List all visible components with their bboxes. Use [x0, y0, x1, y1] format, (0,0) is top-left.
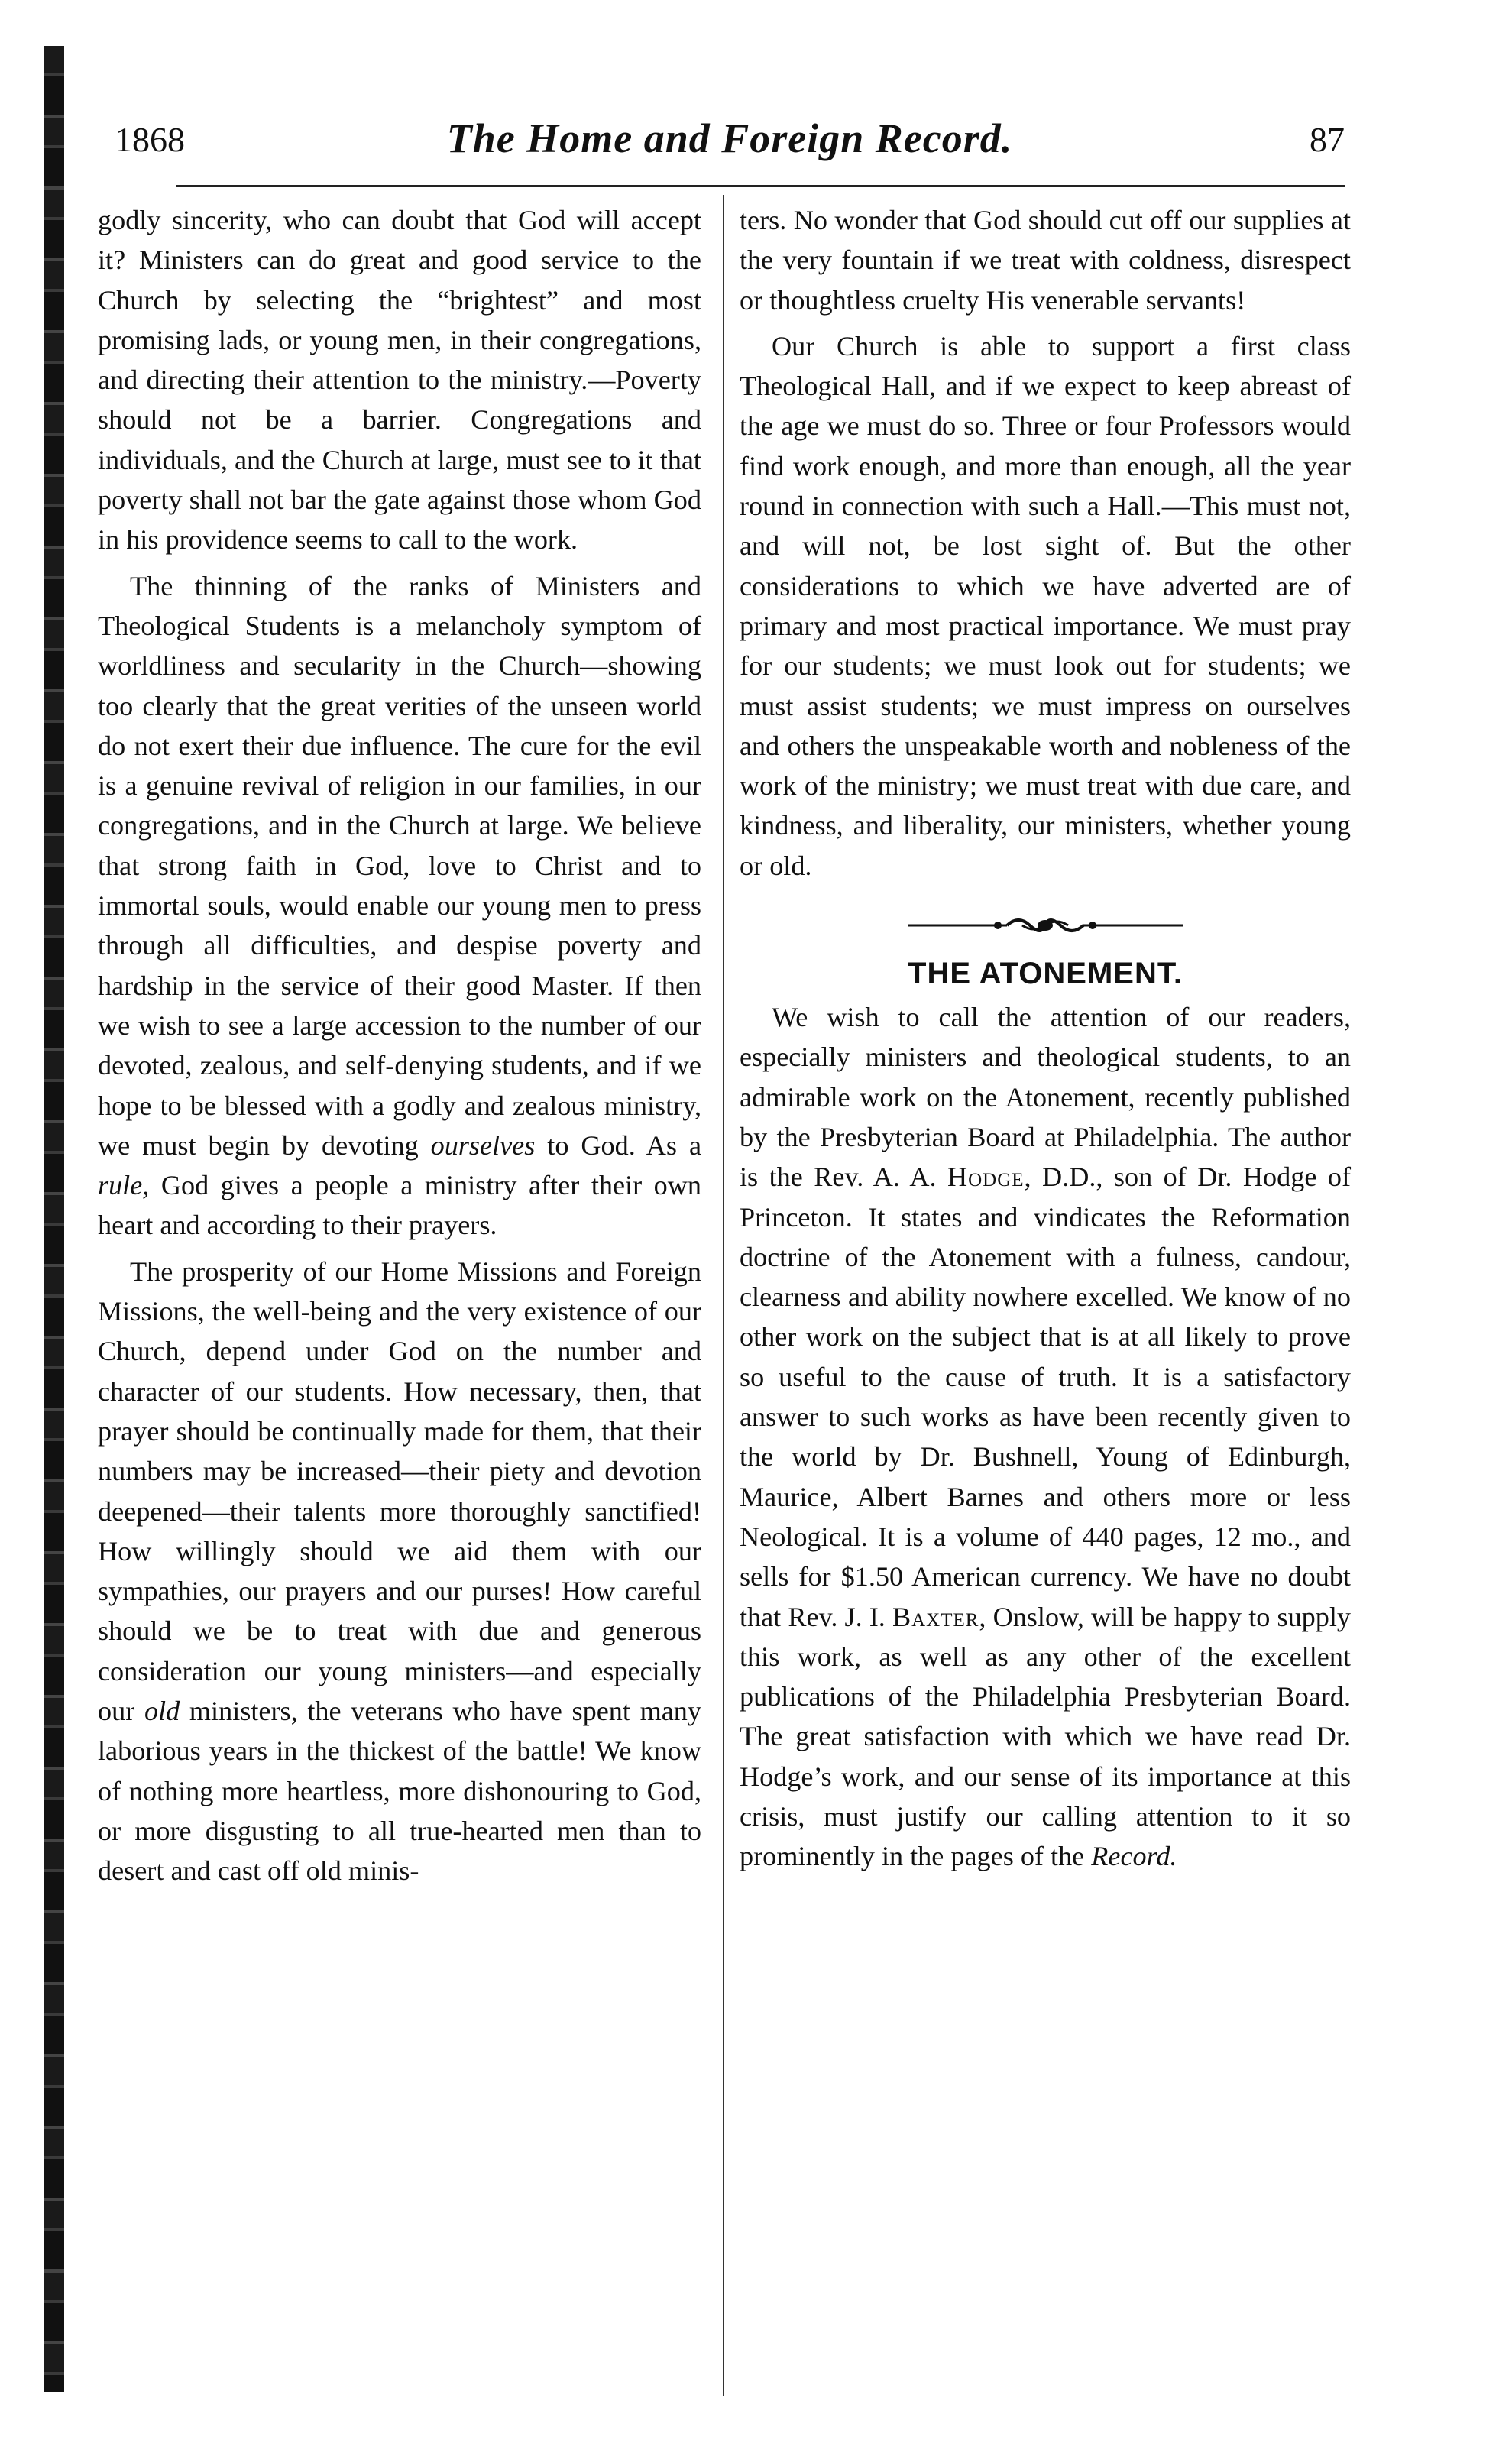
left-paragraph-2-emphasis-2: rule,	[98, 1170, 150, 1201]
right-paragraph-1: ters. No wonder that God should cut off our supplies at the very fountain if we treat with coldness, disrespect or thoughtless cruelty His venerable servants!	[740, 205, 1351, 316]
left-paragraph-2-mid: to God. As a	[535, 1129, 701, 1161]
header-title: The Home and Foreign Record.	[446, 115, 1013, 161]
ornamental-rule	[740, 910, 1351, 941]
page-header	[115, 115, 1345, 176]
header-page-number: 87	[1310, 120, 1345, 159]
right-paragraph-3-b: , D.D., son of Dr. Hodge of Princeton. It states and vindicates the Reformation doctrine of the Atonement with a fulness, candour, clearness and ability nowhere excelled. We know of no other work on the subject that is at all likely to prove so useful to the cause of truth. It is a satisfactory answer to such works as have been recently given to the world by Dr. Bushnell, Young of Edinburgh, Maurice, Albert Barnes and others more or less Neological. It is a volume of 440 pages, 12 mo., and sells for $1.50 American currency. We have no doubt that Rev. J. I.	[740, 1161, 1351, 1632]
record-title-emphasis: Record.	[1091, 1841, 1177, 1872]
left-paragraph-2-end: God gives a people a ministry after their own heart and according to their prayers.	[98, 1170, 701, 1241]
right-paragraph-3-a: We wish to call the attention of our readers, especially ministers and theological students, to an admirable work on the Atonement, recently published by the Presbyterian Board at Philadelphia. The author is the Rev. A. A.	[740, 1002, 1351, 1193]
left-paragraph-2-text: The thinning of the ranks of Ministers and Theological Students is a melancholy symptom of worldliness and secularity in the Church—showing too clearly that the great verities of the unseen world do not exert their due influence. The cure for the evil is a genuine revival of religion in our families, in our congregations, and in the Church at large. We believe that strong faith in God, love to Christ and to immortal souls, would enable our young men to press through all difficulties, and despise poverty and hardship in the service of their good Master. If then we wish to see a large accession to the number of our devoted, zealous, and self-denying students, and if we hope to be blessed with a godly and zealous ministry, we must begin by devoting	[98, 570, 701, 1161]
left-paragraph-3-emphasis: old	[144, 1695, 180, 1726]
left-paragraph-3	[98, 1252, 701, 1891]
left-paragraph-1: godly sincerity, who can doubt that God will accept it? Ministers can do great and good service to the Church by selecting the “brightest” and most promising lads, or young men, in their congregations, and directing their attention to the ministry.—Poverty should not be a barrier. Congregations and individuals, and the Church at large, must see to it that poverty shall not bar the gate against those whom God in his providence seems to call to the work.	[98, 205, 701, 556]
left-paragraph-3-text: The prosperity of our Home Missions and Foreign Missions, the well-being and the very existence of our Church, depend under God on the number and character of our students. How necessary, then, that prayer should be continually made for them, that their numbers may be increased—their piety and devotion deepened—their talents more thoroughly sanctified! How willingly should we aid them with our sympathies, our prayers and our purses! How careful should we be to treat with due and generous consideration our young ministers—and especially our	[98, 1255, 701, 1726]
right-paragraph-2: Our Church is able to support a first class Theological Hall, and if we expect to keep abreast of the age we must do so. Three or four Professors would find work enough, and more than enough, all the year round in connection with such a Hall.—This must not, and will not, be lost sight of. But the other considerations to which we have adverted are of primary and most practical importance. We must pray for our students; we must look out for students; we must assist students; we must impress on ourselves and others the unspeakable worth and nobleness of the work of the ministry; we must treat with due care, and kindness, and liberality, our ministers, whether young or old.	[740, 330, 1351, 881]
header-rule	[176, 185, 1345, 187]
left-paragraph-2	[98, 566, 701, 1246]
right-paragraph-3	[740, 997, 1351, 1877]
header-year: 1868	[115, 120, 185, 159]
scan-binding-edge	[44, 46, 64, 2392]
ornament-flourish-icon	[900, 910, 1190, 941]
left-paragraph-2-emphasis-1: ourselves	[430, 1129, 536, 1161]
column-divider	[723, 195, 724, 2396]
section-heading: THE ATONEMENT.	[908, 957, 1183, 991]
right-paragraph-3-c: , Onslow, will be happy to supply this work, as well as any other of the excellent publications of the Philadelphia Presbyterian Board. The great satisfaction with which we have read Dr. Hodge’s work, and our sense of its importance at this crisis, must justify our calling attention to it so prominently in the pages of the	[740, 1601, 1351, 1872]
name-baxter: Baxter	[892, 1601, 979, 1632]
left-paragraph-3-end: ministers, the veterans who have spent many laborious years in the thickest of the battle! We know of nothing more heartless, more dishonouring to God, or more disgusting to all true-hearted men than to desert and cast off old minis-	[98, 1695, 701, 1887]
author-name-hodge: Hodge	[947, 1161, 1025, 1193]
left-column	[98, 200, 701, 1890]
right-column	[740, 200, 1351, 1877]
